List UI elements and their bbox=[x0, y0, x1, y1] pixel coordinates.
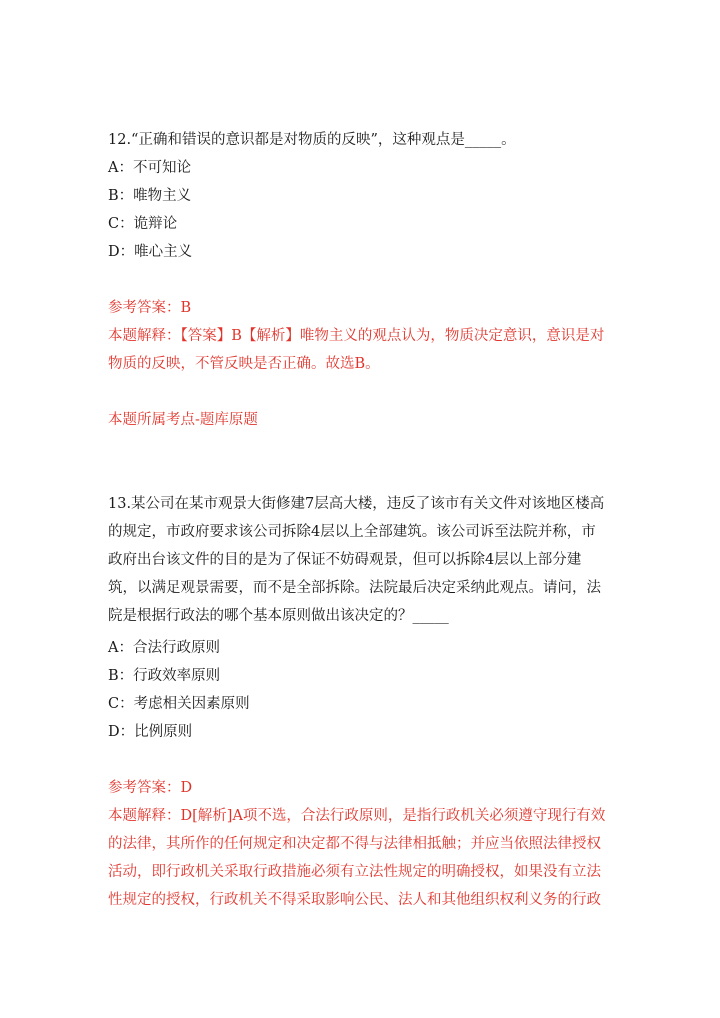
q13-option-a: A：合法行政原则 bbox=[108, 640, 220, 656]
q13-stem-line-5: 院是根据行政法的哪个基本原则做出该决定的？_____ bbox=[108, 608, 449, 624]
q12-option-c: C：诡辩论 bbox=[108, 216, 178, 232]
q13-explanation-line-3: 活动，即行政机关采取行政措施必须有立法性规定的明确授权，如果没有立法 bbox=[108, 864, 601, 880]
q12-category: 本题所属考点-题库原题 bbox=[108, 412, 258, 428]
q12-option-d: D：唯心主义 bbox=[108, 244, 193, 260]
q12-answer: 参考答案：B bbox=[108, 300, 192, 316]
q12-stem: 12.“正确和错误的意识都是对物质的反映”，这种观点是_____。 bbox=[108, 132, 516, 148]
q13-explanation-line-1: 本题解释：D[解析]A项不选，合法行政原则，是指行政机关必须遵守现行有效 bbox=[108, 808, 606, 824]
q12-explanation-line-1: 本题解释：【答案】B【解析】唯物主义的观点认为，物质决定意识，意识是对 bbox=[108, 328, 605, 344]
q13-stem-line-1: 13.某公司在某市观景大街修建7层高大楼，违反了该市有关文件对该地区楼高 bbox=[108, 496, 605, 512]
q13-option-d: D：比例原则 bbox=[108, 724, 193, 740]
q13-option-b: B：行政效率原则 bbox=[108, 668, 221, 684]
q13-answer: 参考答案：D bbox=[108, 780, 193, 796]
q13-stem-line-3: 政府出台该文件的目的是为了保证不妨碍观景，但可以拆除4层以上部分建 bbox=[108, 552, 582, 568]
q12-explanation-line-2: 物质的反映，不管反映是否正确。故选B。 bbox=[108, 356, 380, 372]
q13-option-c: C：考虑相关因素原则 bbox=[108, 696, 250, 712]
q13-stem-line-4: 筑，以满足观景需要，而不是全部拆除。法院最后决定采纳此观点。请问，法 bbox=[108, 580, 601, 596]
q13-explanation-line-2: 的法律，其所作的任何规定和决定都不得与法律相抵触；并应当依照法律授权 bbox=[108, 836, 601, 852]
q13-stem-line-2: 的规定，市政府要求该公司拆除4层以上全部建筑。该公司诉至法院并称，市 bbox=[108, 524, 596, 540]
q12-option-b: B：唯物主义 bbox=[108, 188, 192, 204]
q13-explanation-line-4: 性规定的授权，行政机关不得采取影响公民、法人和其他组织权利义务的行政 bbox=[108, 892, 601, 908]
q12-option-a: A：不可知论 bbox=[108, 160, 191, 176]
